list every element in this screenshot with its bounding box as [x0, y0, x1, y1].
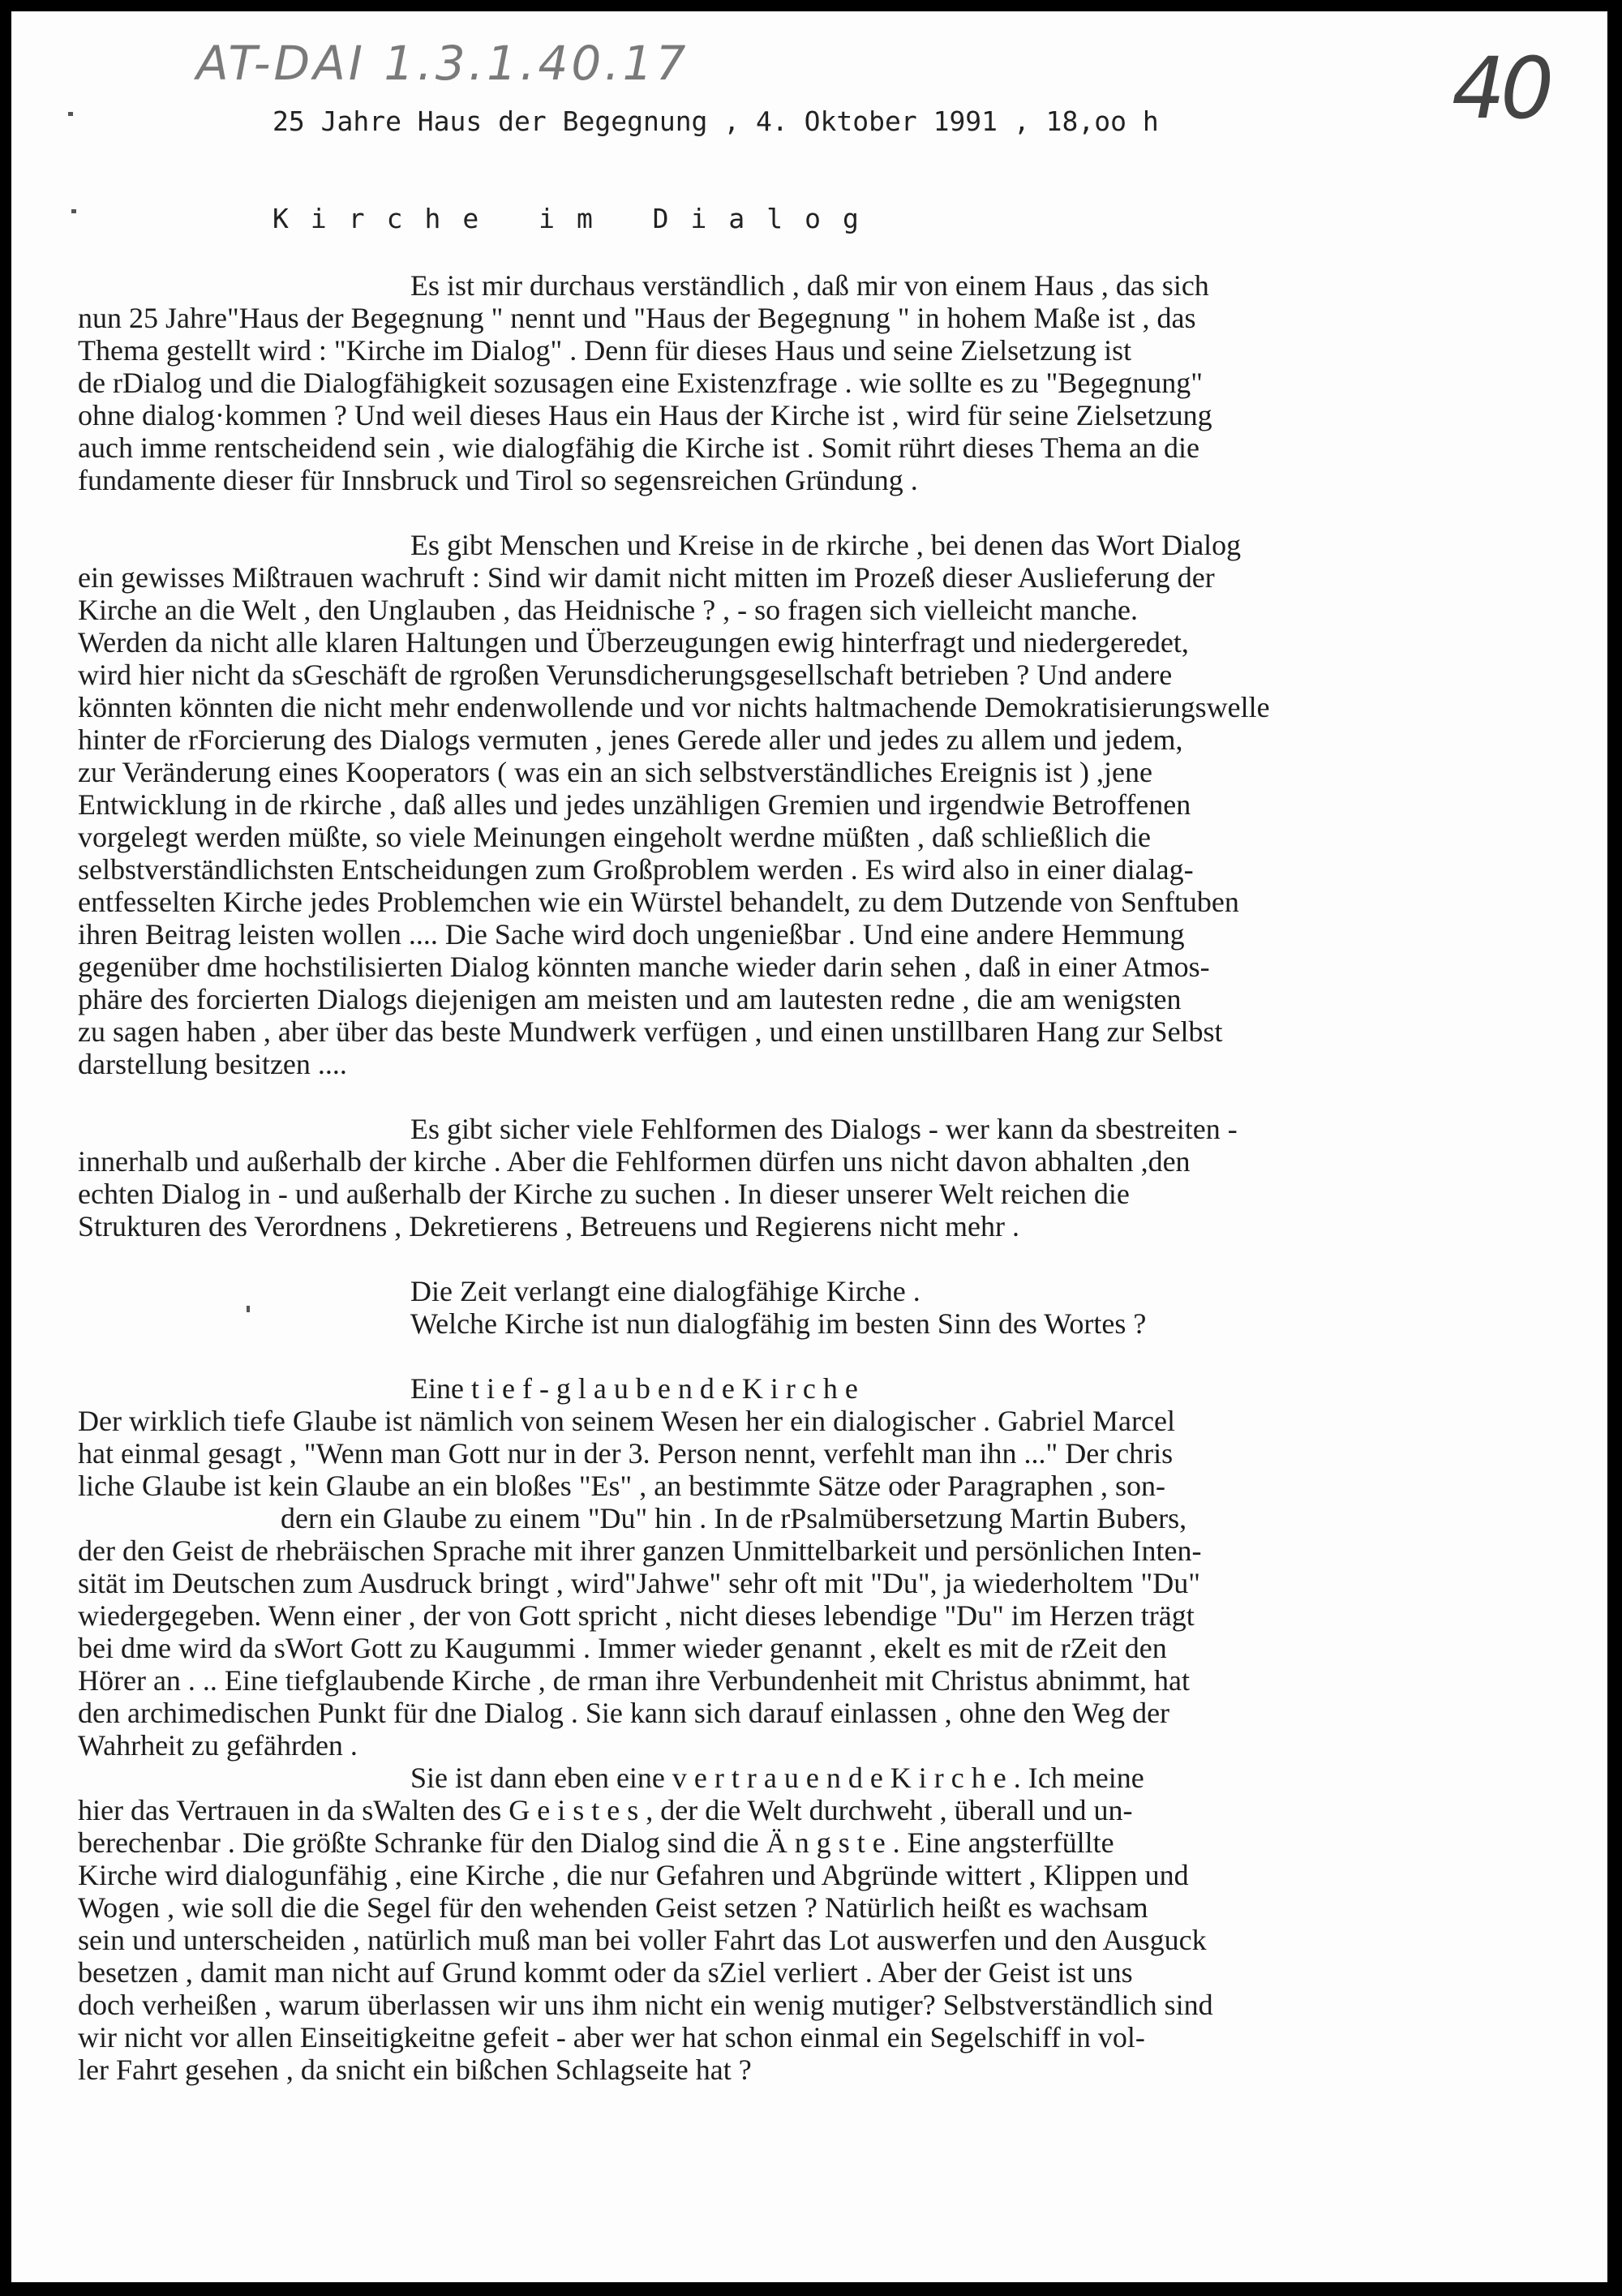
text-line: wir nicht vor allen Einseitigkeitne gefeit - aber wer hat schon einmal ein Segelschiff in vol-: [78, 2021, 1145, 2054]
text-line: Kirche an die Welt , den Unglauben , das Heidnische ? , - so fragen sich vielleicht manche.: [78, 594, 1138, 626]
text-line: ler Fahrt gesehen , da snicht ein bißchen Schlagseite hat ?: [78, 2054, 752, 2086]
text-line: dern ein Glaube zu einem "Du" hin . In de rPsalmübersetzung Martin Bubers,: [281, 1502, 1187, 1534]
text-line: hinter de rForcierung des Dialogs vermuten , jenes Gerede aller und jedes zu allem und jedem,: [78, 723, 1183, 756]
text-line: zur Veränderung eines Kooperators ( was ein an sich selbstverständliches Ereignis ist ) ,jene: [78, 756, 1152, 788]
text-line: phäre des forcierten Dialogs diejenigen am meisten und am lautesten redne , die am wenigsten: [78, 983, 1182, 1015]
page-number: 40: [1452, 39, 1550, 138]
text-line: Es ist mir durchaus verständlich , daß mir von einem Haus , das sich: [410, 269, 1209, 302]
text-line: könnten könnten die nicht mehr endenwollende und vor nichts haltmachende Demokratisierungswelle: [78, 691, 1270, 723]
text-line: doch verheißen , warum überlassen wir uns ihm nicht ein wenig mutiger? Selbstverständlich sind: [78, 1989, 1213, 2021]
text-line: zu sagen haben , aber über das beste Mundwerk verfügen , und einen unstillbaren Hang zur Selbst: [78, 1015, 1223, 1048]
text-line: wiedergegeben. Wenn einer , der von Gott spricht , nicht dieses lebendige "Du" im Herzen trägt: [78, 1599, 1195, 1632]
text-line: Wahrheit zu gefährden .: [78, 1729, 358, 1762]
text-line: Thema gestellt wird : "Kirche im Dialog" . Denn für dieses Haus und seine Zielsetzung ist: [78, 334, 1132, 367]
text-line: gegenüber dme hochstilisierten Dialog könnten manche wieder darin sehen , daß in einer Atmos-: [78, 951, 1210, 983]
text-line: Der wirklich tiefe Glaube ist nämlich von seinem Wesen her ein dialogischer . Gabriel Marcel: [78, 1405, 1175, 1437]
text-line: hat einmal gesagt , "Wenn man Gott nur in der 3. Person nennt, verfehlt man ihn ..." Der chris: [78, 1437, 1174, 1470]
text-line: ohne dialog·kommen ? Und weil dieses Haus ein Haus der Kirche ist , wird für seine Zielsetzung: [78, 399, 1212, 431]
text-line: echten Dialog in - und außerhalb der Kirche zu suchen . In dieser unserer Welt reichen die: [78, 1178, 1130, 1210]
text-line: auch imme rentscheidend sein , wie dialogfähig die Kirche ist . Somit rührt dieses Thema an die: [78, 431, 1199, 464]
text-line: liche Glaube ist kein Glaube an ein bloßes "Es" , an bestimmte Sätze oder Paragraphen , son-: [78, 1470, 1165, 1502]
text-line: entfesselten Kirche jedes Problemchen wie ein Würstel behandelt, zu dem Dutzende von Senftuben: [78, 886, 1239, 918]
text-line: besetzen , damit man nicht auf Grund kommt oder da sZiel verliert . Aber der Geist ist uns: [78, 1956, 1133, 1989]
text-line: Es gibt Menschen und Kreise in de rkirche , bei denen das Wort Dialog: [410, 529, 1242, 561]
text-line: fundamente dieser für Innsbruck und Tirol so segensreichen Gründung .: [78, 464, 918, 496]
document-title: Kirche im Dialog: [272, 203, 881, 234]
text-line: Die Zeit verlangt eine dialogfähige Kirche .: [410, 1275, 920, 1307]
text-line: Welche Kirche ist nun dialogfähig im besten Sinn des Wortes ?: [410, 1307, 1147, 1340]
text-line: Wogen , wie soll die die Segel für den wehenden Geist setzen ? Natürlich heißt es wachsam: [78, 1891, 1148, 1924]
text-line: darstellung besitzen ....: [78, 1048, 347, 1080]
text-line: Kirche wird dialogunfähig , eine Kirche , die nur Gefahren und Abgründe wittert , Klippen und: [78, 1859, 1189, 1891]
document-page: [11, 11, 1607, 2282]
text-line: sität im Deutschen zum Ausdruck bringt , wird"Jahwe" sehr oft mit "Du", ja wiederholtem "Du": [78, 1567, 1200, 1599]
text-line: bei dme wird da sWort Gott zu Kaugummi . Immer wieder genannt , ekelt es mit de rZeit den: [78, 1632, 1167, 1664]
text-line: der den Geist de rhebräischen Sprache mit ihrer ganzen Unmittelbarkeit und persönlichen Inten-: [78, 1534, 1202, 1567]
text-line: Strukturen des Verordnens , Dekretierens , Betreuens und Regierens nicht mehr .: [78, 1210, 1020, 1242]
text-line: vorgelegt werden müßte, so viele Meinungen eingeholt werdne müßten , daß schließlich die: [78, 821, 1151, 853]
text-line: nun 25 Jahre"Haus der Begegnung " nennt und "Haus der Begegnung " in hohem Maße ist , das: [78, 302, 1196, 334]
text-line: innerhalb und außerhalb der kirche . Aber die Fehlformen dürfen uns nicht davon abhalten ,den: [78, 1145, 1191, 1178]
text-line: berechenbar . Die größte Schranke für den Dialog sind die Ä n g s t e . Eine angsterfüllte: [78, 1826, 1114, 1859]
text-line: de rDialog und die Dialogfähigkeit sozusagen eine Existenzfrage . wie sollte es zu "Begegnung": [78, 367, 1203, 399]
text-line: sein und unterscheiden , natürlich muß man bei voller Fahrt das Lot auswerfen und den Ausguck: [78, 1924, 1207, 1956]
margin-mark: [68, 112, 73, 116]
text-line: hier das Vertrauen in da sWalten des G e i s t e s , der die Welt durchweht , überall und un-: [78, 1794, 1133, 1826]
text-line: Es gibt sicher viele Fehlformen des Dialogs - wer kann da sbestreiten -: [410, 1113, 1238, 1145]
text-line: den archimedischen Punkt für dne Dialog . Sie kann sich darauf einlassen , ohne den Weg der: [78, 1697, 1170, 1729]
margin-mark: [71, 209, 76, 213]
document-header: 25 Jahre Haus der Begegnung , 4. Oktober 1991 , 18,oo h: [272, 105, 1159, 137]
text-line: Hörer an . .. Eine tiefglaubende Kirche , de rman ihre Verbundenheit mit Christus abnimmt, hat: [78, 1664, 1190, 1697]
text-line: Werden da nicht alle klaren Haltungen und Überzeugungen ewig hinterfragt und niedergeredet,: [78, 626, 1189, 659]
archive-reference: AT-DAI 1.3.1.40.17: [196, 36, 689, 91]
text-line: ein gewisses Mißtrauen wachruft : Sind wir damit nicht mitten im Prozeß dieser Auslieferung der: [78, 561, 1215, 594]
text-line: Entwicklung in de rkirche , daß alles und jedes unzähligen Gremien und irgendwie Betroffenen: [78, 788, 1191, 821]
text-line: wird hier nicht da sGeschäft de rgroßen Verunsdicherungsgesellschaft betrieben ? Und andere: [78, 659, 1173, 691]
text-line: ihren Beitrag leisten wollen .... Die Sache wird doch ungenießbar . Und eine andere Hemmung: [78, 918, 1185, 951]
text-line: Sie ist dann eben eine v e r t r a u e n d e K i r c h e . Ich meine: [410, 1762, 1144, 1794]
document-body: [78, 269, 1607, 2086]
text-line: selbstverständlichsten Entscheidungen zum Großproblem werden . Es wird also in einer dialag-: [78, 853, 1194, 886]
section-heading: Eine t i e f - g l a u b e n d e K i r c h e: [410, 1372, 858, 1405]
